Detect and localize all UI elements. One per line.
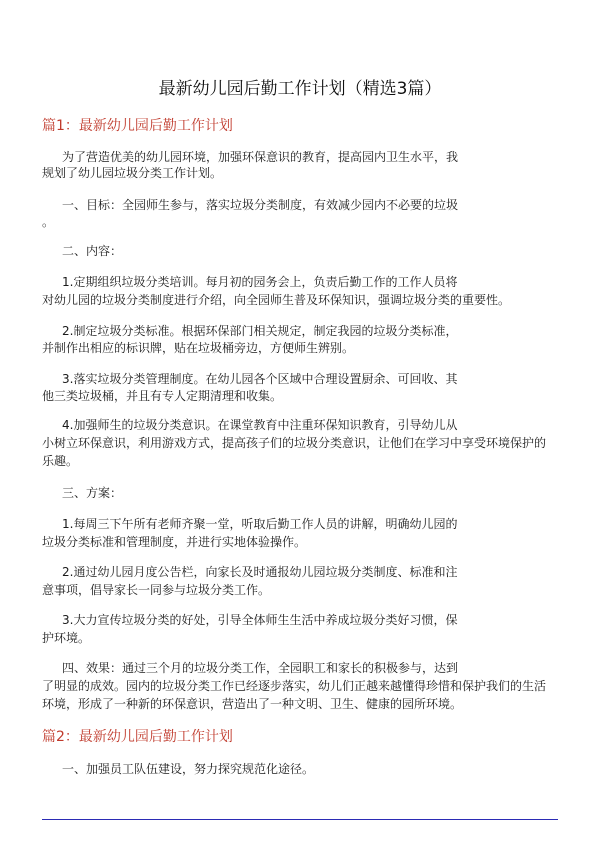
paragraph-line: 并制作出相应的标识牌，贴在垃圾桶旁边，方便师生辨别。 — [42, 341, 355, 355]
paragraph-line: 一、加强员工队伍建设，努力探究规范化途径。 — [62, 762, 315, 776]
paragraph-line: 乐趣。 — [42, 454, 79, 468]
paragraph-line: 一、目标：全园师生参与，落实垃圾分类制度，有效减少园内不必要的垃圾 — [62, 198, 459, 212]
paragraph-line: 1.每周三下午所有老师齐聚一堂，听取后勤工作人员的讲解，明确幼儿园的 — [62, 517, 458, 531]
paragraph-line: 2.制定垃圾分类标准。根据环保部门相关规定，制定我园的垃圾分类标准， — [62, 324, 458, 338]
paragraph-line: 3.落实垃圾分类管理制度。在幼儿园各个区域中合理设置厨余、可回收、其 — [62, 372, 458, 386]
paragraph-line: 2.通过幼儿园月度公告栏，向家长及时通报幼儿园垃圾分类制度、标准和注 — [62, 565, 458, 579]
paragraph-line: 4.加强师生的垃圾分类意识。在课堂教育中注重环保知识教育，引导幼儿从 — [62, 418, 458, 432]
paragraph-line: 他三类垃圾桶，并且有专人定期清理和收集。 — [42, 389, 283, 403]
paragraph-line: 环境，形成了一种新的环保意识，营造出了一种文明、卫生、健康的园所环境。 — [42, 697, 463, 711]
paragraph-line: 四、效果：通过三个月的垃圾分类工作，全园职工和家长的积极参与，达到 — [62, 661, 459, 675]
section-heading-1: 篇1：最新幼儿园后勤工作计划 — [42, 118, 233, 134]
bottom-rule — [42, 819, 558, 820]
paragraph-line: 三、方案： — [62, 486, 123, 500]
paragraph-line: 。 — [42, 215, 55, 229]
paragraph-line: 意事项，倡导家长一同参与垃圾分类工作。 — [42, 583, 271, 597]
paragraph-line: 对幼儿园的垃圾分类制度进行介绍，向全园师生普及环保知识，强调垃圾分类的重要性。 — [42, 293, 511, 307]
paragraph-line: 3.大力宣传垃圾分类的好处，引导全体师生生活中养成垃圾分类好习惯，保 — [62, 613, 458, 627]
paragraph-line: 小树立环保意识，利用游戏方式，提高孩子们的垃圾分类意识，让他们在学习中享受环境保护的 — [42, 436, 547, 450]
paragraph-line: 了明显的成效。园内的垃圾分类工作已经逐步落实，幼儿们正越来越懂得珍惜和保护我们的生活 — [42, 679, 547, 693]
document-title: 最新幼儿园后勤工作计划（精选3篇） — [158, 79, 442, 99]
paragraph-line: 护环境。 — [42, 631, 91, 645]
paragraph-line: 垃圾分类标准和管理制度，并进行实地体验操作。 — [42, 535, 307, 549]
paragraph-line: 二、内容： — [62, 244, 123, 258]
paragraph-line: 1.定期组织垃圾分类培训。每月初的园务会上，负责后勤工作的工作人员将 — [62, 275, 458, 289]
paragraph-line: 规划了幼儿园垃圾分类工作计划。 — [42, 166, 223, 180]
section-heading-2: 篇2：最新幼儿园后勤工作计划 — [42, 729, 233, 745]
paragraph-line: 为了营造优美的幼儿园环境，加强环保意识的教育，提高园内卫生水平，我 — [62, 150, 459, 164]
